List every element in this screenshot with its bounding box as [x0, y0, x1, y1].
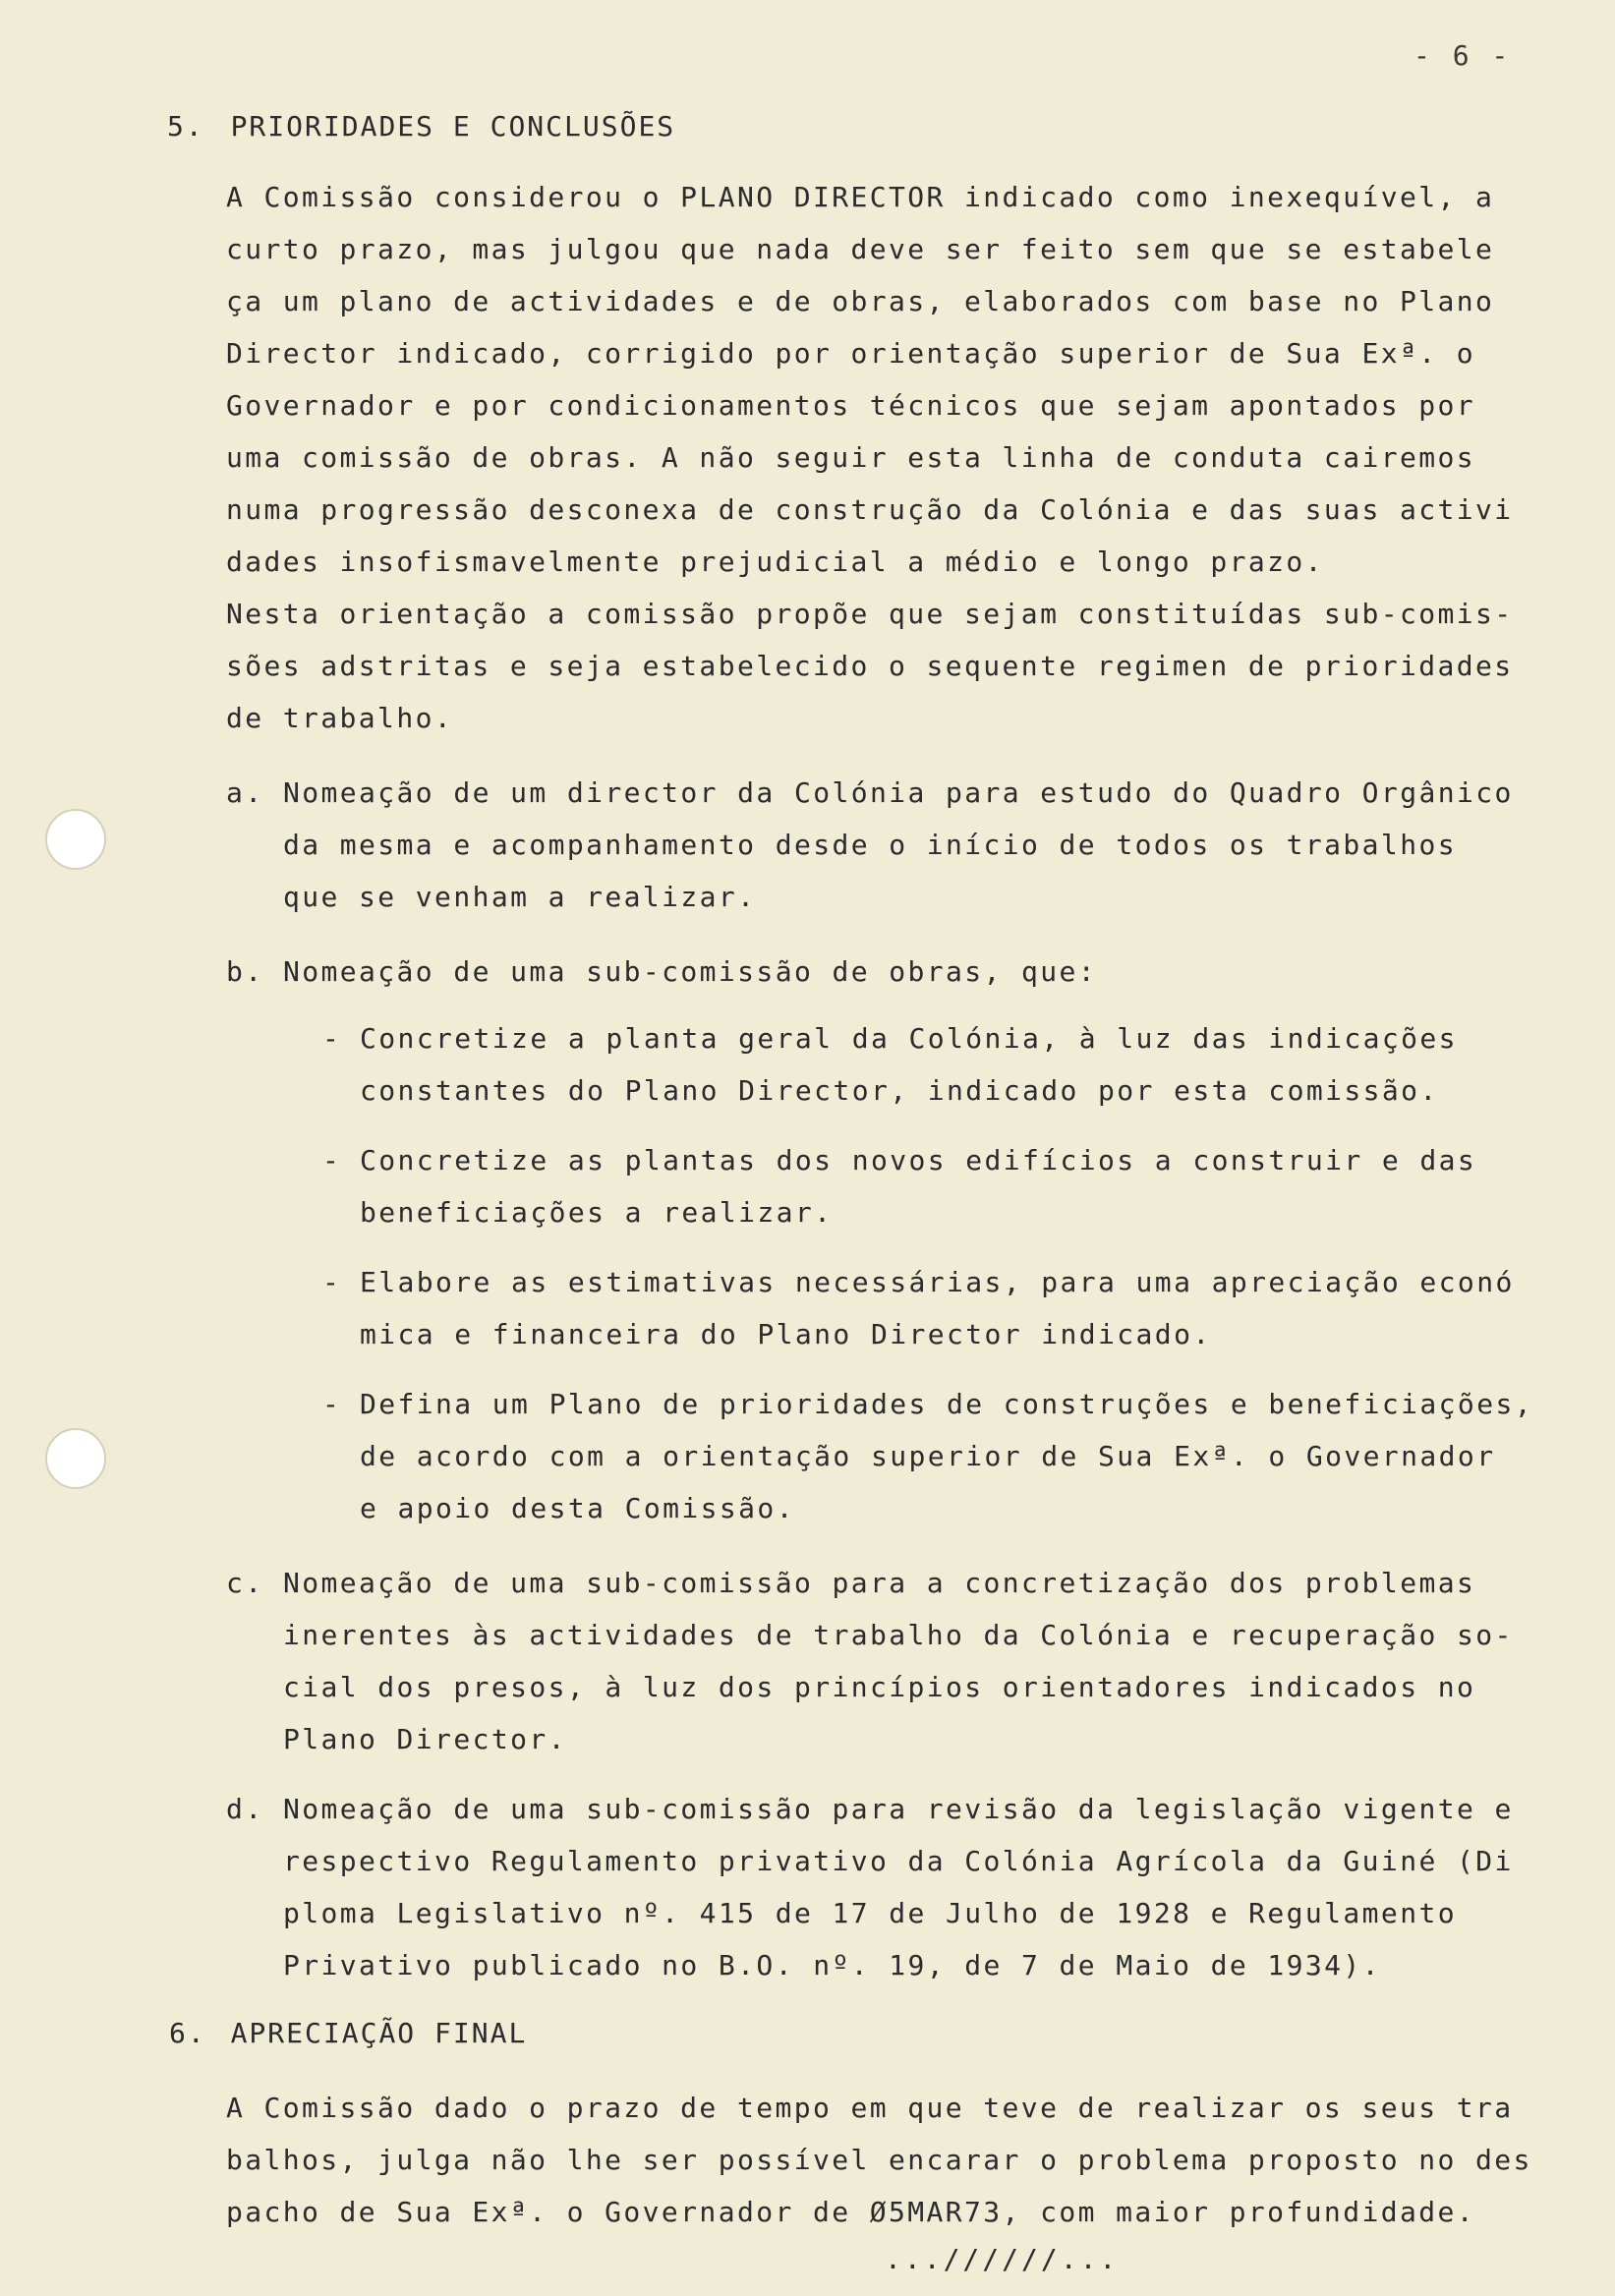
item-b-marker: b. — [226, 955, 264, 988]
section-5-title: PRIORIDADES E CONCLUSÕES — [230, 110, 676, 143]
continuation-mark: ...//////... — [885, 2243, 1120, 2275]
item-d-line: ploma Legislativo nº. 415 de 17 de Julho de 1928 e Regulamento — [283, 1897, 1457, 1929]
subitem-4 — [360, 1378, 1533, 1534]
intro-line: numa progressão desconexa de construção da Colónia e das suas activi — [226, 493, 1514, 526]
item-b — [283, 946, 1097, 998]
intro-line: dades insofismavelmente prejudicial a médio e longo prazo. — [226, 545, 1324, 578]
item-c-line: cial dos presos, à luz dos princípios orientadores indicados no — [283, 1671, 1476, 1703]
intro-line: de trabalho. — [226, 702, 454, 734]
item-d-marker: d. — [226, 1793, 264, 1825]
item-c-line: Nomeação de uma sub-comissão para a concretização dos problemas — [283, 1567, 1476, 1599]
intro-line: Nesta orientação a comissão propõe que sejam constituídas sub-comis- — [226, 598, 1514, 630]
subitem-line: constantes do Plano Director, indicado por esta comissão. — [360, 1074, 1439, 1107]
section-6-line: pacho de Sua Exª. o Governador de Ø5MAR73, com maior profundidade. — [226, 2196, 1475, 2228]
subitem-dash: - — [322, 1266, 342, 1298]
subitem-1 — [360, 1012, 1458, 1117]
intro-line: Governador e por condicionamentos técnicos que sejam apontados por — [226, 389, 1475, 422]
intro-line: uma comissão de obras. A não seguir esta linha de conduta cairemos — [226, 441, 1475, 474]
subitem-line: beneficiações a realizar. — [360, 1196, 834, 1229]
section-6-body — [226, 2082, 1532, 2238]
subitem-dash: - — [322, 1144, 342, 1177]
section-6-line: A Comissão dado o prazo de tempo em que teve de realizar os seus tra — [226, 2092, 1514, 2124]
item-c — [283, 1557, 1514, 1765]
subitem-line: de acordo com a orientação superior de Sua Exª. o Governador — [360, 1440, 1496, 1472]
item-a — [283, 767, 1514, 923]
item-b-line: Nomeação de uma sub-comissão de obras, que: — [283, 955, 1098, 988]
intro-line: curto prazo, mas julgou que nada deve ser feito sem que se estabele — [226, 233, 1495, 265]
item-a-line: Nomeação de um director da Colónia para estudo do Quadro Orgânico — [283, 776, 1514, 809]
intro-line: Director indicado, corrigido por orientação superior de Sua Exª. o — [226, 337, 1475, 370]
page-number: - 6 - — [1413, 39, 1512, 72]
subitem-dash: - — [322, 1388, 342, 1420]
subitem-line: Concretize as plantas dos novos edifícios a construir e das — [360, 1144, 1477, 1177]
subitem-line: mica e financeira do Plano Director indicado. — [360, 1318, 1212, 1350]
item-a-line: da mesma e acompanhamento desde o início de todos os trabalhos — [283, 829, 1457, 861]
item-c-line: Plano Director. — [283, 1723, 567, 1755]
punch-hole-top — [45, 809, 106, 870]
subitem-3 — [360, 1256, 1515, 1360]
subitem-dash: - — [322, 1022, 342, 1055]
intro-line: A Comissão considerou o PLANO DIRECTOR indicado como inexequível, a — [226, 181, 1495, 213]
item-d-line: Nomeação de uma sub-comissão para revisão da legislação vigente e — [283, 1793, 1514, 1825]
subitem-2 — [360, 1134, 1476, 1238]
section-6-title: APRECIAÇÃO FINAL — [230, 2017, 528, 2049]
item-c-line: inerentes às actividades de trabalho da Colónia e recuperação so- — [283, 1619, 1514, 1651]
section-6-line: balhos, julga não lhe ser possível encarar o problema proposto no des — [226, 2144, 1532, 2176]
subitem-line: Elabore as estimativas necessárias, para uma apreciação econó — [360, 1266, 1515, 1298]
subitem-line: e apoio desta Comissão. — [360, 1492, 795, 1524]
section-6-number: 6. — [169, 2017, 206, 2049]
section-5-number: 5. — [167, 110, 204, 143]
item-a-line: que se venham a realizar. — [283, 881, 757, 913]
intro-line: sões adstritas e seja estabelecido o sequente regimen de prioridades — [226, 650, 1514, 682]
item-c-marker: c. — [226, 1567, 264, 1599]
item-d — [283, 1783, 1514, 1991]
section-6-heading — [169, 2017, 527, 2049]
item-d-line: Privativo publicado no B.O. nº. 19, de 7 de Maio de 1934). — [283, 1949, 1381, 1981]
subitem-line: Defina um Plano de prioridades de construções e beneficiações, — [360, 1388, 1533, 1420]
section-5-heading — [167, 110, 675, 143]
item-a-marker: a. — [226, 776, 264, 809]
item-d-line: respectivo Regulamento privativo da Colónia Agrícola da Guiné (Di — [283, 1845, 1514, 1877]
section-5-intro — [226, 171, 1514, 744]
punch-hole-bottom — [45, 1428, 106, 1489]
subitem-line: Concretize a planta geral da Colónia, à luz das indicações — [360, 1022, 1458, 1055]
intro-line: ça um plano de actividades e de obras, elaborados com base no Plano — [226, 285, 1495, 317]
